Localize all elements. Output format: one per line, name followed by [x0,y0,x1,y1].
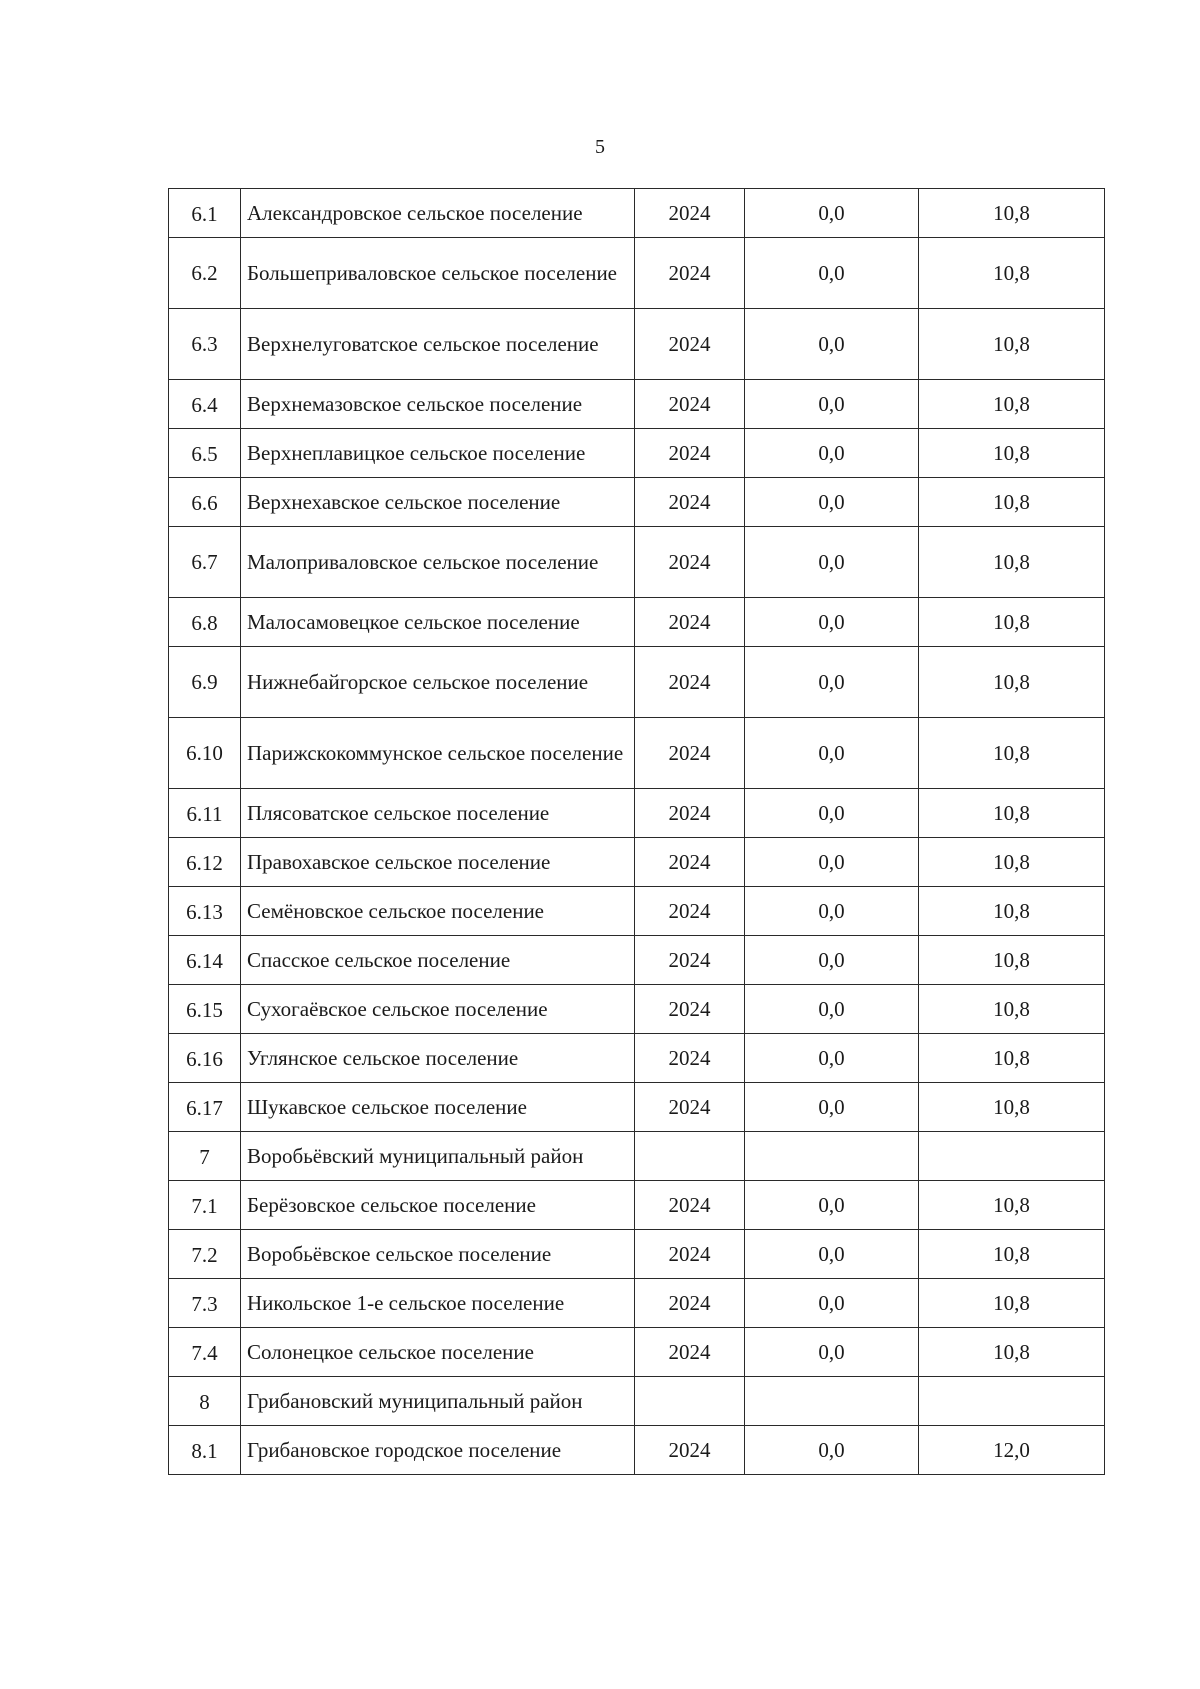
value-cell-1: 0,0 [745,527,919,598]
table-row [169,1279,1105,1328]
year-cell: 2024 [635,1426,745,1475]
value-cell-1 [745,1132,919,1181]
value-cell-1: 0,0 [745,789,919,838]
value-cell-2: 10,8 [919,1328,1105,1377]
table-body [169,189,1105,1475]
settlement-name: Воробьёвское сельское поселение [241,1230,635,1279]
settlement-name: Шукавское сельское поселение [241,1083,635,1132]
value-cell-1: 0,0 [745,429,919,478]
table-row [169,1426,1105,1475]
settlement-name: Малосамовецкое сельское поселение [241,598,635,647]
value-cell-1 [745,1377,919,1426]
table-row [169,1083,1105,1132]
table-row [169,936,1105,985]
value-cell-1: 0,0 [745,478,919,527]
table-row [169,598,1105,647]
value-cell-2: 10,8 [919,189,1105,238]
value-cell-2: 10,8 [919,598,1105,647]
value-cell-2: 10,8 [919,478,1105,527]
row-number: 6.1 [169,189,241,238]
row-number: 7 [169,1132,241,1181]
row-number: 6.15 [169,985,241,1034]
table-row [169,1181,1105,1230]
year-cell: 2024 [635,838,745,887]
settlement-name: Берёзовское сельское поселение [241,1181,635,1230]
settlement-name: Александровское сельское поселение [241,189,635,238]
row-number: 8 [169,1377,241,1426]
row-number: 6.11 [169,789,241,838]
settlement-name: Большеприваловское сельское поселение [241,238,635,309]
settlement-name: Никольское 1-е сельское поселение [241,1279,635,1328]
row-number: 6.8 [169,598,241,647]
row-number: 6.4 [169,380,241,429]
row-number: 6.7 [169,527,241,598]
year-cell: 2024 [635,718,745,789]
year-cell: 2024 [635,1230,745,1279]
value-cell-1: 0,0 [745,1279,919,1328]
value-cell-1: 0,0 [745,309,919,380]
year-cell: 2024 [635,1034,745,1083]
year-cell [635,1377,745,1426]
table-row [169,1034,1105,1083]
value-cell-2 [919,1377,1105,1426]
row-number: 8.1 [169,1426,241,1475]
year-cell: 2024 [635,189,745,238]
year-cell [635,1132,745,1181]
row-number: 7.1 [169,1181,241,1230]
settlement-name: Солонецкое сельское поселение [241,1328,635,1377]
table-row [169,478,1105,527]
table-row [169,527,1105,598]
table-row [169,647,1105,718]
settlement-name: Верхнехавское сельское поселение [241,478,635,527]
page-number: 5 [595,136,605,158]
settlement-name: Верхнеплавицкое сельское поселение [241,429,635,478]
year-cell: 2024 [635,380,745,429]
table-row [169,189,1105,238]
table-row [169,789,1105,838]
table-row [169,1230,1105,1279]
settlement-name: Воробьёвский муниципальный район [241,1132,635,1181]
value-cell-1: 0,0 [745,936,919,985]
value-cell-2: 10,8 [919,936,1105,985]
value-cell-2: 10,8 [919,380,1105,429]
value-cell-1: 0,0 [745,1083,919,1132]
year-cell: 2024 [635,1328,745,1377]
value-cell-1: 0,0 [745,1181,919,1230]
value-cell-2: 10,8 [919,238,1105,309]
value-cell-2: 12,0 [919,1426,1105,1475]
settlement-name: Верхнемазовское сельское поселение [241,380,635,429]
year-cell: 2024 [635,1181,745,1230]
value-cell-1: 0,0 [745,838,919,887]
year-cell: 2024 [635,309,745,380]
value-cell-1: 0,0 [745,189,919,238]
row-number: 6.10 [169,718,241,789]
value-cell-2: 10,8 [919,1083,1105,1132]
table-row [169,1377,1105,1426]
settlement-name: Парижскокоммунское сельское поселение [241,718,635,789]
table-row [169,887,1105,936]
value-cell-2: 10,8 [919,527,1105,598]
value-cell-1: 0,0 [745,718,919,789]
value-cell-2: 10,8 [919,429,1105,478]
table-row [169,985,1105,1034]
row-number: 6.16 [169,1034,241,1083]
table-row [169,1132,1105,1181]
row-number: 6.13 [169,887,241,936]
value-cell-1: 0,0 [745,598,919,647]
row-number: 6.2 [169,238,241,309]
value-cell-1: 0,0 [745,887,919,936]
settlement-name: Нижнебайгорское сельское поселение [241,647,635,718]
table-row [169,380,1105,429]
row-number: 7.3 [169,1279,241,1328]
table-row [169,238,1105,309]
settlement-name: Плясоватское сельское поселение [241,789,635,838]
row-number: 7.4 [169,1328,241,1377]
value-cell-2: 10,8 [919,647,1105,718]
year-cell: 2024 [635,1083,745,1132]
value-cell-2: 10,8 [919,1181,1105,1230]
table-row [169,309,1105,380]
value-cell-2: 10,8 [919,309,1105,380]
table-row [169,429,1105,478]
value-cell-1: 0,0 [745,1328,919,1377]
value-cell-2: 10,8 [919,1034,1105,1083]
row-number: 6.14 [169,936,241,985]
table-row [169,838,1105,887]
settlement-name: Углянское сельское поселение [241,1034,635,1083]
year-cell: 2024 [635,478,745,527]
value-cell-1: 0,0 [745,1426,919,1475]
value-cell-1: 0,0 [745,1230,919,1279]
year-cell: 2024 [635,936,745,985]
settlement-name: Семёновское сельское поселение [241,887,635,936]
value-cell-1: 0,0 [745,647,919,718]
settlement-name: Грибановский муниципальный район [241,1377,635,1426]
year-cell: 2024 [635,887,745,936]
value-cell-1: 0,0 [745,985,919,1034]
year-cell: 2024 [635,527,745,598]
year-cell: 2024 [635,238,745,309]
row-number: 6.3 [169,309,241,380]
settlements-table [168,188,1105,1475]
row-number: 6.6 [169,478,241,527]
settlement-name: Малоприваловское сельское поселение [241,527,635,598]
value-cell-1: 0,0 [745,238,919,309]
row-number: 6.9 [169,647,241,718]
year-cell: 2024 [635,985,745,1034]
value-cell-2: 10,8 [919,838,1105,887]
value-cell-2 [919,1132,1105,1181]
year-cell: 2024 [635,1279,745,1328]
value-cell-2: 10,8 [919,718,1105,789]
value-cell-1: 0,0 [745,1034,919,1083]
value-cell-2: 10,8 [919,1230,1105,1279]
settlement-name: Правохавское сельское поселение [241,838,635,887]
value-cell-2: 10,8 [919,985,1105,1034]
settlement-name: Сухогаёвское сельское поселение [241,985,635,1034]
row-number: 6.12 [169,838,241,887]
value-cell-2: 10,8 [919,1279,1105,1328]
settlement-name: Верхнелуговатское сельское поселение [241,309,635,380]
year-cell: 2024 [635,429,745,478]
year-cell: 2024 [635,789,745,838]
row-number: 6.17 [169,1083,241,1132]
table-row [169,1328,1105,1377]
settlement-name: Грибановское городское поселение [241,1426,635,1475]
value-cell-2: 10,8 [919,789,1105,838]
table-row [169,718,1105,789]
value-cell-2: 10,8 [919,887,1105,936]
year-cell: 2024 [635,598,745,647]
row-number: 6.5 [169,429,241,478]
year-cell: 2024 [635,647,745,718]
settlement-name: Спасское сельское поселение [241,936,635,985]
row-number: 7.2 [169,1230,241,1279]
value-cell-1: 0,0 [745,380,919,429]
